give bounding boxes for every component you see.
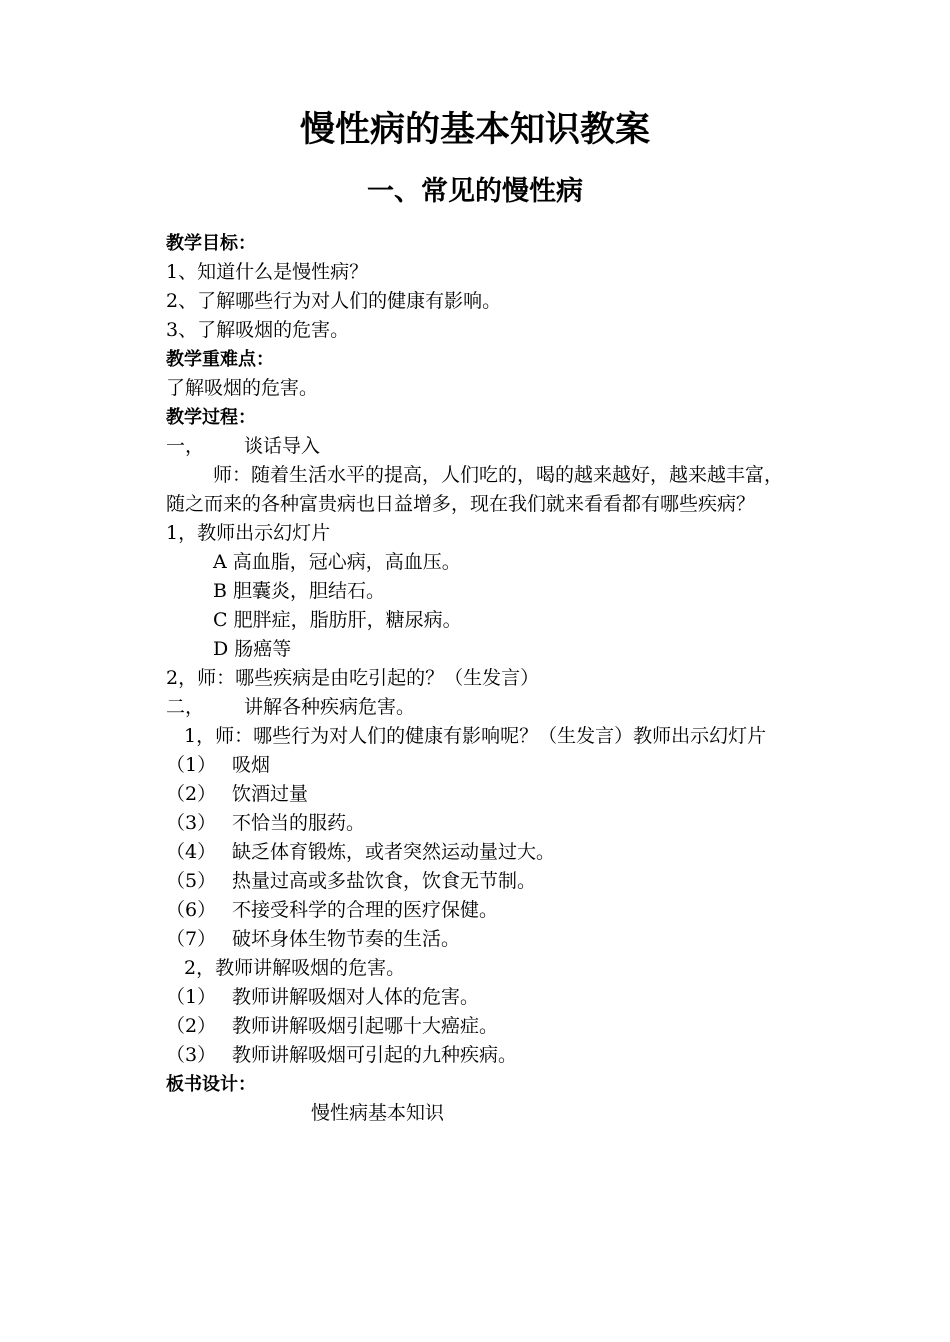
smoking-text: 教师讲解吸烟可引起的九种疾病。 xyxy=(232,1044,518,1066)
objective-item: 1、知道什么是慢性病？ xyxy=(166,261,369,283)
part-one-step: 2，师：哪些疾病是由吃引起的？（生发言） xyxy=(166,667,540,689)
document-body xyxy=(166,229,796,1128)
behavior-text: 吸烟 xyxy=(232,754,271,776)
key-points-text: 了解吸烟的危害。 xyxy=(166,377,319,399)
behavior-text: 破坏身体生物节奏的生活。 xyxy=(232,928,461,950)
part-two-heading xyxy=(166,693,796,722)
process-heading: 教学过程： xyxy=(166,407,256,428)
disease-item: B 胆囊炎，胆结石。 xyxy=(213,580,386,602)
part-two-step: 1，师：哪些行为对人们的健康有影响呢？（生发言）教师出示幻灯片 xyxy=(184,725,767,747)
behavior-item xyxy=(166,838,796,867)
behavior-number: （7） xyxy=(166,928,217,950)
behavior-item xyxy=(166,896,796,925)
behavior-text: 缺乏体育锻炼，或者突然运动量过大。 xyxy=(232,841,556,863)
behavior-text: 饮酒过量 xyxy=(232,783,309,805)
disease-item: D 肠癌等 xyxy=(213,638,292,660)
part-one-title: 谈话导入 xyxy=(244,435,321,457)
smoking-item xyxy=(166,1041,796,1070)
behavior-number: （4） xyxy=(166,841,217,863)
part-one-step: 1，教师出示幻灯片 xyxy=(166,522,331,544)
behavior-item xyxy=(166,925,796,954)
smoking-number: （2） xyxy=(166,1015,217,1037)
section-title: 一、常见的慢性病 xyxy=(367,176,583,207)
behavior-number: （5） xyxy=(166,870,217,892)
objectives-heading: 教学目标： xyxy=(166,233,256,254)
smoking-number: （3） xyxy=(166,1044,217,1066)
disease-item: C 肥胖症，脂肪肝，糖尿病。 xyxy=(213,609,462,631)
disease-item: A 高血脂，冠心病，高血压。 xyxy=(213,551,461,573)
part-two-number: 二， xyxy=(166,696,205,718)
smoking-text: 教师讲解吸烟对人体的危害。 xyxy=(232,986,480,1008)
behavior-item xyxy=(166,751,796,780)
smoking-text: 教师讲解吸烟引起哪十大癌症。 xyxy=(232,1015,499,1037)
behavior-item xyxy=(166,867,796,896)
behavior-text: 不恰当的服药。 xyxy=(232,812,366,834)
behavior-number: （1） xyxy=(166,754,217,776)
behavior-number: （6） xyxy=(166,899,217,921)
part-one-intro: 师：随着生活水平的提高，人们吃的，喝的越来越好，越来越丰富，随之而来的各种富贵病也日益增多，现在我们就来看看都有哪些疾病？ xyxy=(166,464,784,515)
board-design-text: 慢性病基本知识 xyxy=(311,1102,445,1124)
behavior-number: （3） xyxy=(166,812,217,834)
behavior-text: 不接受科学的合理的医疗保健。 xyxy=(232,899,499,921)
document-title: 慢性病的基本知识教案 xyxy=(299,110,650,150)
objective-item: 2、了解哪些行为对人们的健康有影响。 xyxy=(166,290,502,312)
behavior-number: （2） xyxy=(166,783,217,805)
behavior-item xyxy=(166,809,796,838)
part-one-number: 一， xyxy=(166,435,205,457)
part-one-heading xyxy=(166,432,796,461)
behavior-item xyxy=(166,780,796,809)
part-two-title: 讲解各种疾病危害。 xyxy=(244,696,416,718)
smoking-item xyxy=(166,983,796,1012)
smoking-item xyxy=(166,1012,796,1041)
smoking-number: （1） xyxy=(166,986,217,1008)
board-design-heading: 板书设计： xyxy=(166,1074,256,1095)
objective-item: 3、了解吸烟的危害。 xyxy=(166,319,350,341)
key-points-heading: 教学重难点： xyxy=(166,349,274,370)
behavior-text: 热量过高或多盐饮食，饮食无节制。 xyxy=(232,870,537,892)
part-two-step: 2，教师讲解吸烟的危害。 xyxy=(184,957,406,979)
